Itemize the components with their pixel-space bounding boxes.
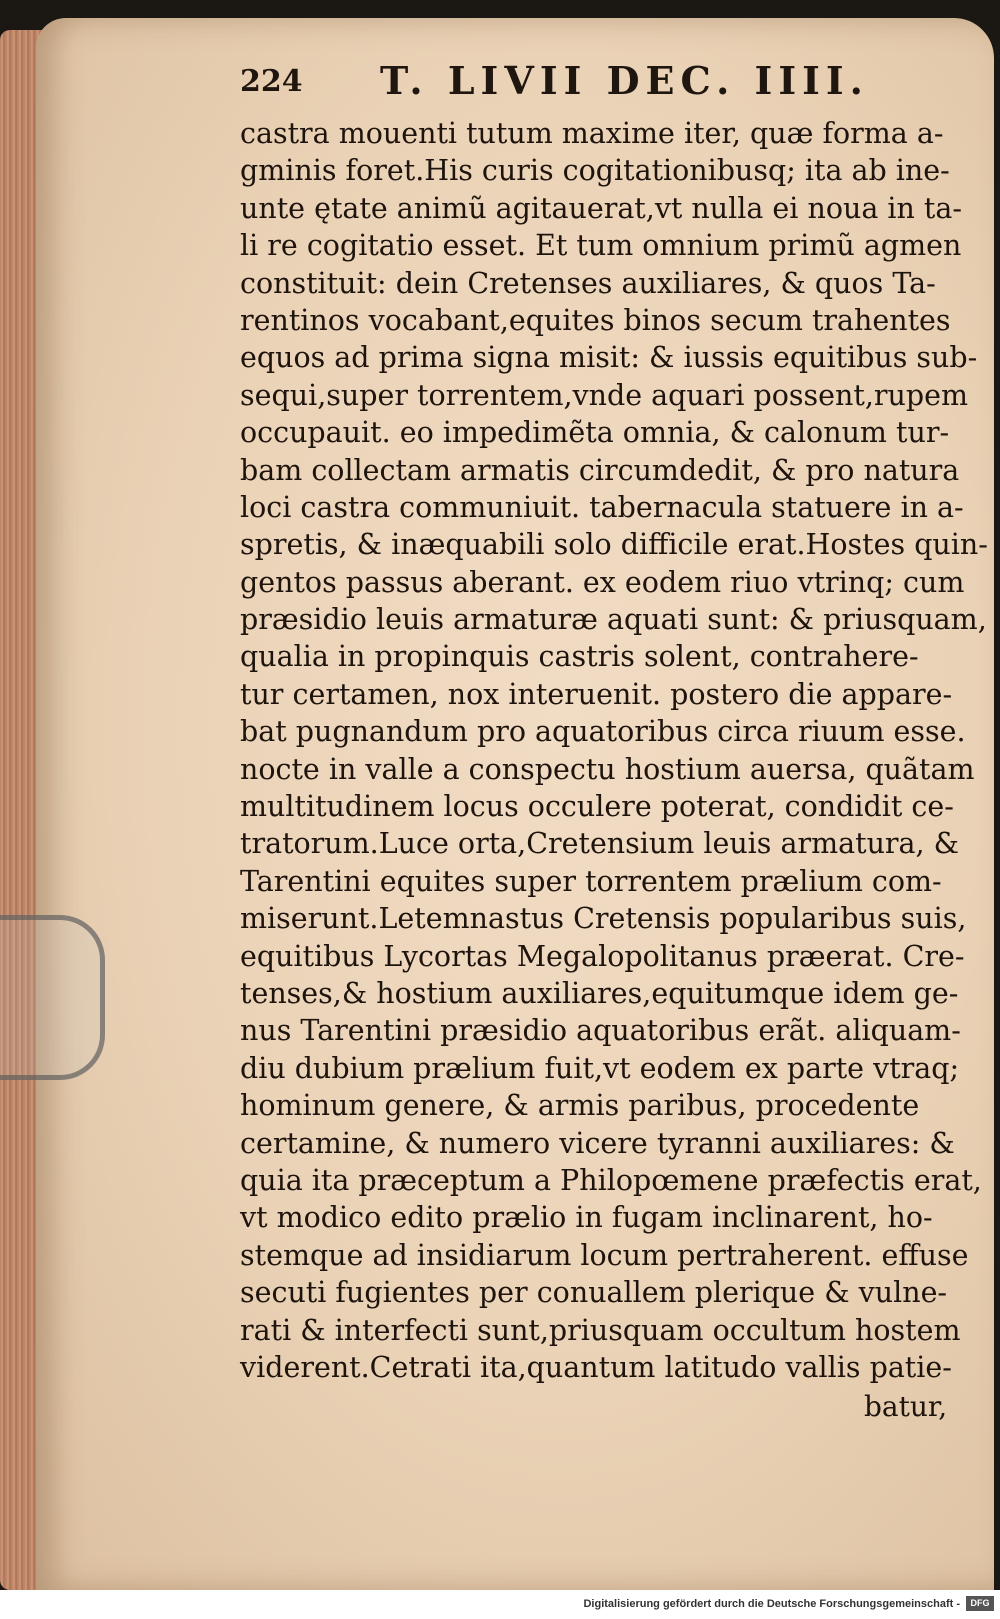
text-line: equitibus Lycortas Megalopolitanus præerat. Cre-: [240, 939, 965, 973]
text-line: tur certamen, nox interuenit. postero die appare-: [240, 677, 953, 711]
page-number: 224: [240, 64, 303, 99]
funding-credit: Digitalisierung gefördert durch die Deutsche Forschungsgemeinschaft -: [583, 1598, 960, 1610]
text-line: castra mouenti tutum maxime iter, quæ forma a-: [240, 117, 944, 150]
body-text: [240, 115, 988, 1386]
text-line: secuti fugientes per conuallem plerique & vulne-: [240, 1276, 948, 1310]
page-clip: [0, 915, 105, 1080]
text-line: stemque ad insidiarum locum pertraherent. effuse: [240, 1238, 969, 1272]
text-line: sequi,super torrentem,vnde aquari possent,rupem: [240, 378, 969, 412]
text-line: rentinos vocabant,equites binos secum trahentes: [240, 303, 951, 337]
text-line: bam collectam armatis circumdedit, & pro natura: [240, 453, 960, 487]
text-line: Tarentini equites super torrentem prælium com-: [240, 864, 942, 898]
text-line: li re cogitatio esset. Et tum omnium primũ agmen: [240, 229, 962, 263]
text-line: gentos passus aberant. ex eodem riuo vtrinq; cum: [240, 565, 965, 599]
text-line: præsidio leuis armaturæ aquati sunt: & priusquam,: [240, 603, 987, 637]
text-line: equos ad prima signa misit: & iussis equitibus sub-: [240, 341, 978, 375]
footer-bar: [0, 1590, 1000, 1619]
text-line: unte ętate animũ agitauerat,vt nulla ei noua in ta-: [240, 191, 962, 225]
text-line: nocte in valle a conspectu hostium auersa, quãtam: [240, 752, 975, 786]
text-line: nus Tarentini præsidio aquatoribus erãt. aliquam-: [240, 1014, 961, 1048]
text-line: rati & interfecti sunt,priusquam occultum hostem: [240, 1313, 961, 1347]
text-line: diu dubium prælium fuit,vt eodem ex parte vtraq;: [240, 1051, 960, 1085]
text-line: qualia in propinquis castris solent, contrahere-: [240, 640, 919, 674]
text-line: bat pugnandum pro aquatoribus circa riuum esse.: [240, 715, 966, 749]
text-line: gminis foret.His curis cogitationibusq; ita ab ine-: [240, 154, 950, 188]
text-line: viderent.Cetrati ita,quantum latitudo vallis patie-: [240, 1350, 952, 1384]
text-line: tenses,& hostium auxiliares,equitumque idem ge-: [240, 976, 959, 1010]
catchword: batur,: [864, 1390, 948, 1423]
text-line: vt modico edito prælio in fugam inclinarent, ho-: [240, 1201, 933, 1235]
text-line: tratorum.Luce orta,Cretensium leuis armatura, &: [240, 827, 960, 861]
text-line: occupauit. eo impedimẽta omnia, & calonum tur-: [240, 416, 950, 450]
text-line: quia ita præceptum a Philopœmene præfectis erat,: [240, 1163, 982, 1197]
text-line: spretis, & inæquabili solo difficile erat.Hostes quin-: [240, 528, 988, 562]
text-line: miserunt.Letemnastus Cretensis popularibus suis,: [240, 902, 967, 936]
text-line: hominum genere, & armis paribus, procedente: [240, 1089, 920, 1123]
text-line: loci castra communiuit. tabernacula statuere in a-: [240, 490, 964, 524]
text-line: certamine, & numero vicere tyranni auxiliares: &: [240, 1126, 955, 1160]
page-header: [240, 58, 900, 114]
running-head: T. LIVII DEC. IIII.: [380, 58, 869, 103]
dfg-logo: DFG: [966, 1596, 994, 1611]
text-line: constituit: dein Cretenses auxiliares, & quos Ta-: [240, 266, 936, 300]
text-line: multitudinem locus occulere poterat, condidit ce-: [240, 790, 954, 824]
